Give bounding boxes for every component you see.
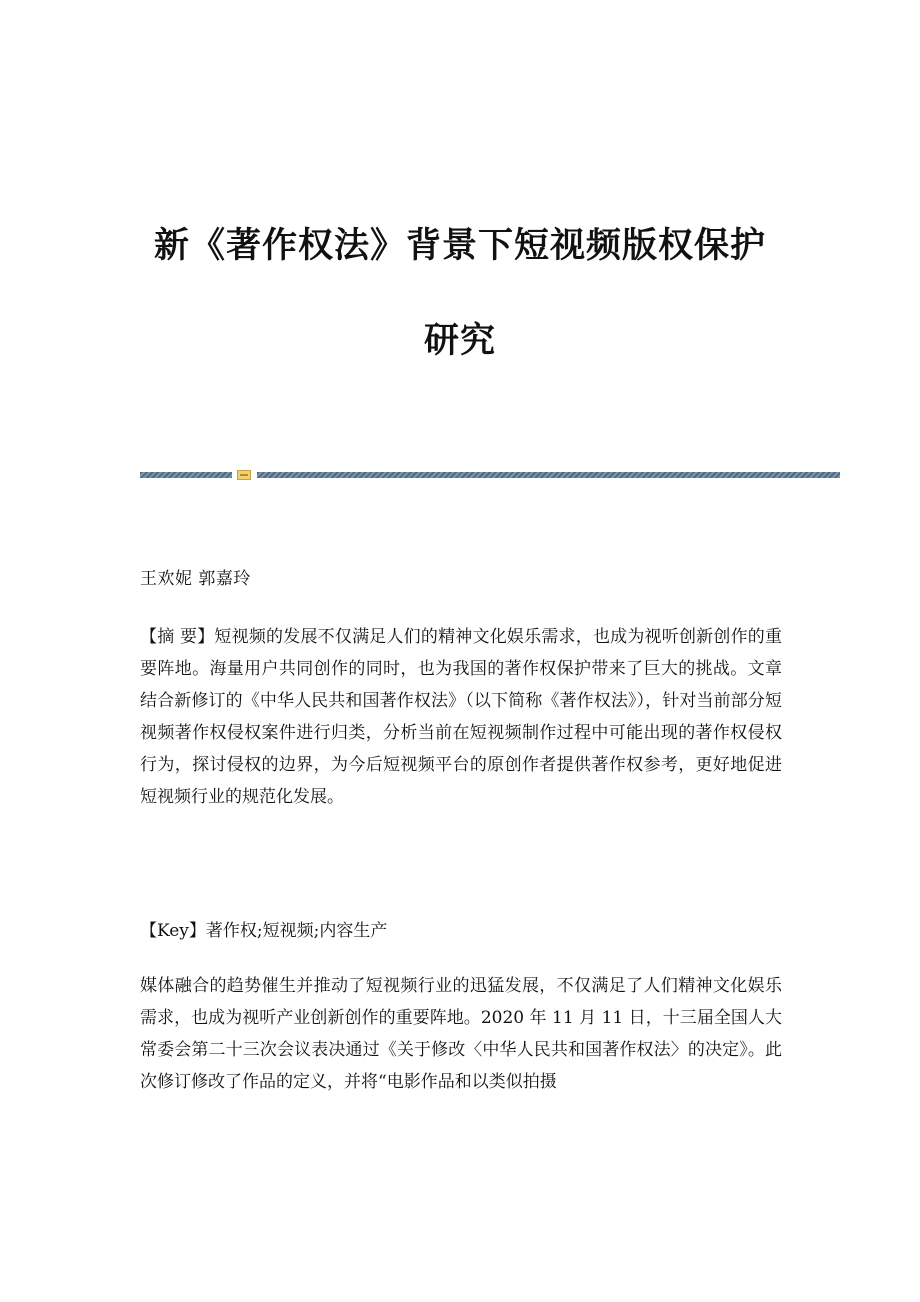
divider-bar-right	[257, 472, 840, 478]
authors-line: 王欢妮 郭嘉玲	[140, 569, 251, 589]
document-title-line-1: 新《著作权法》背景下短视频版权保护	[153, 225, 766, 266]
title-divider	[140, 470, 840, 480]
envelope-icon	[237, 470, 251, 480]
document-title-line-2: 研究	[423, 320, 496, 361]
keywords-line: 【Key】著作权;短视频;内容生产	[140, 921, 388, 941]
abstract-paragraph: 【摘 要】短视频的发展不仅满足人们的精神文化娱乐需求，也成为视听创新创作的重要阵地。海量用户共同创作的同时，也为我国的著作权保护带来了巨大的挑战。文章结合新修订的《中华人民共和国著作权法》（以下简称《著作权法》），针对当前部分短视频著作权侵权案件进行归类，分析当前在短视频制作过程中可能出现的著作权侵权行为，探讨侵权的边界，为今后短视频平台的原创作者提供著作权参考，更好地促进短视频行业的规范化发展。	[140, 627, 782, 807]
divider-bar-left	[140, 472, 232, 478]
body-paragraph: 媒体融合的趋势催生并推动了短视频行业的迅猛发展，不仅满足了人们精神文化娱乐需求，也成为视听产业创新创作的重要阵地。2020 年 11 月 11 日，十三届全国人大常委会第二十三次会议表决通过《关于修改〈中华人民共和国著作权法〉的决定》。此次修订修改了作品的定义，并将“电影作品和以类似拍摄	[140, 976, 782, 1092]
